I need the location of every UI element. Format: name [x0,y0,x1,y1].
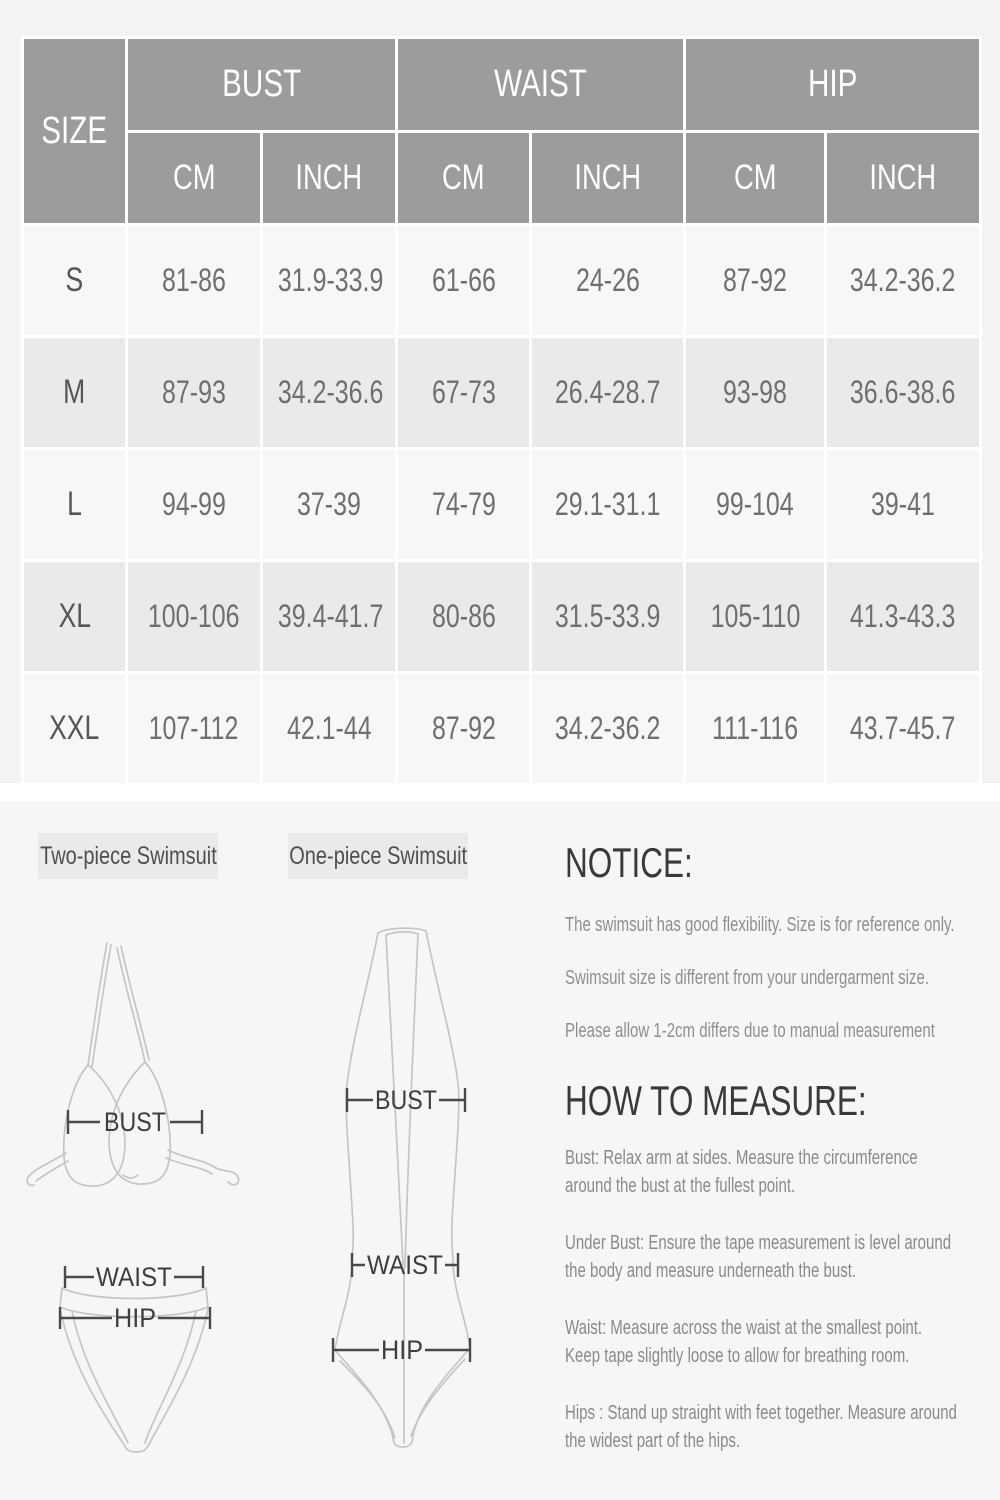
measure-item-under-bust [565,1229,995,1285]
cell-xxl-bust-inch [262,673,397,785]
measure-item-waist [565,1314,995,1370]
cell-m-waist-inch [531,337,685,449]
measurement-value: 94-99 [162,486,226,522]
measurement-value: 80-86 [431,598,496,634]
measure-text-line [565,1172,995,1200]
unit-label: CM [172,158,216,197]
cell-l-size [23,449,127,561]
measure-text: Bust: Relax arm at sides. Measure the circumference [565,1147,918,1169]
notice-text: Swimsuit size is different from your undergarment size. [565,967,930,989]
waist-measure-line [352,1250,458,1280]
measurement-value: 74-79 [431,486,496,522]
measurement-value: 36.6-38.6 [850,374,956,410]
measure-item-bust [565,1144,995,1200]
cell-xl-size [23,561,127,673]
measure-guide-section [0,801,1000,1500]
header-bust-group [127,38,397,132]
cell-s-size [23,225,127,337]
hip-measure-line [60,1303,210,1333]
measurement-value: 39-41 [871,486,935,522]
measurement-value: 34.2-36.2 [850,262,956,298]
unit-header-waist-cm [397,132,531,225]
notice-line [565,1018,995,1044]
cell-l-hip-cm [685,449,826,561]
table-unit-header-row [23,132,981,225]
waist-label: WAIST [367,1250,443,1280]
measurement-value: 111-116 [712,710,799,746]
table-row-m [23,337,981,449]
table-row-s [23,225,981,337]
measurement-value: 87-92 [431,710,496,746]
header-hip-label: HIP [807,63,858,105]
hip-label: HIP [114,1303,156,1333]
measurement-value: 87-92 [723,262,787,298]
bust-measure-line [68,1107,202,1137]
header-bust-label: BUST [221,63,302,105]
notice-line [565,912,995,938]
measurement-value: 29.1-31.1 [554,486,661,522]
unit-label: INCH [295,158,363,197]
measure-item-hips [565,1399,995,1455]
measure-text-line [565,1229,995,1257]
size-value: M [63,373,86,411]
cell-m-bust-inch [262,337,397,449]
measurement-value: 99-104 [716,486,794,522]
measurement-value: 24-26 [575,262,640,298]
unit-header-bust-cm [127,132,262,225]
cell-s-bust-inch [262,225,397,337]
bust-label: BUST [375,1085,437,1115]
measurement-value: 26.4-28.7 [554,374,661,410]
cell-xxl-size [23,673,127,785]
two-piece-bottom-diagram [20,1262,260,1497]
notice-text: The swimsuit has good flexibility. Size is for reference only. [565,914,955,936]
measurement-value: 37-39 [297,486,361,522]
cell-s-hip-inch [826,225,981,337]
measurement-value: 107-112 [149,710,239,746]
cell-s-waist-cm [397,225,531,337]
cell-xxl-waist-cm [397,673,531,785]
cell-m-bust-cm [127,337,262,449]
measure-text-line [565,1342,995,1370]
cell-m-hip-cm [685,337,826,449]
notice-heading-label: NOTICE: [565,839,693,886]
header-hip-group [685,38,981,132]
size-value: S [65,261,84,299]
measure-text: Under Bust: Ensure the tape measurement is level around [565,1232,952,1254]
unit-header-bust-inch [262,132,397,225]
table-group-header-row [23,38,981,132]
notice-heading [565,840,995,886]
measure-text-line [565,1314,995,1342]
table-row-xl [23,561,981,673]
cell-xl-hip-inch [826,561,981,673]
measurement-value: 39.4-41.7 [277,598,384,634]
measure-text: Waist: Measure across the waist at the smallest point. [565,1317,923,1339]
size-value: L [67,485,82,523]
hip-label: HIP [381,1335,423,1365]
section-divider [0,783,1000,801]
unit-label: CM [733,158,777,197]
size-value: XXL [49,709,100,747]
bust-measure-line [347,1085,465,1115]
cell-xxl-bust-cm [127,673,262,785]
cell-l-waist-inch [531,449,685,561]
how-to-measure-heading-label: HOW TO MEASURE: [565,1077,867,1124]
measurement-value: 67-73 [431,374,496,410]
cell-m-hip-inch [826,337,981,449]
table-row-xxl [23,673,981,785]
measure-text-line [565,1427,995,1455]
measurement-value: 100-106 [148,598,240,634]
cell-l-waist-cm [397,449,531,561]
size-chart-table [21,36,982,786]
two-piece-title [38,833,218,879]
measurement-value: 42.1-44 [286,710,372,746]
one-piece-title [288,833,468,879]
hip-measure-line [333,1335,470,1365]
cell-xl-waist-cm [397,561,531,673]
notice-line [565,965,995,991]
measure-text: Keep tape slightly loose to allow for breathing room. [565,1345,910,1367]
measurement-value: 61-66 [431,262,496,298]
cell-xl-hip-cm [685,561,826,673]
measurement-value: 34.2-36.2 [554,710,661,746]
header-waist-group [397,38,685,132]
one-piece-title-label: One-piece Swimsuit [289,841,467,870]
cell-l-bust-cm [127,449,262,561]
cell-l-hip-inch [826,449,981,561]
size-table-section [21,36,982,786]
cell-s-waist-inch [531,225,685,337]
measurement-value: 43.7-45.7 [850,710,956,746]
measure-text: the body and measure underneath the bust. [565,1260,857,1282]
cell-xxl-hip-cm [685,673,826,785]
measure-text: Hips : Stand up straight with feet together. Measure around [565,1402,957,1424]
measurement-value: 105-110 [710,598,800,634]
unit-label: CM [442,158,485,197]
two-piece-title-label: Two-piece Swimsuit [39,841,217,870]
table-row-l [23,449,981,561]
cell-m-size [23,337,127,449]
cell-xl-bust-cm [127,561,262,673]
cell-xl-bust-inch [262,561,397,673]
cell-l-bust-inch [262,449,397,561]
notes-column [565,840,995,1484]
measure-text-line [565,1399,995,1427]
cell-xxl-hip-inch [826,673,981,785]
notice-text: Please allow 1-2cm differs due to manual measurement [565,1020,935,1042]
cell-m-waist-cm [397,337,531,449]
measurement-value: 81-86 [162,262,226,298]
cell-xl-waist-inch [531,561,685,673]
measure-text-line [565,1257,995,1285]
cell-s-bust-cm [127,225,262,337]
unit-header-hip-cm [685,132,826,225]
waist-measure-line [65,1262,203,1292]
unit-label: INCH [869,158,937,197]
unit-header-waist-inch [531,132,685,225]
how-to-measure-heading [565,1078,995,1124]
size-value: XL [58,597,91,635]
cell-s-hip-cm [685,225,826,337]
measurement-value: 34.2-36.6 [277,374,384,410]
header-size [23,38,127,225]
measurement-value: 87-93 [162,374,226,410]
two-piece-top-diagram [10,935,290,1240]
one-piece-diagram [300,925,520,1500]
measurement-value: 93-98 [723,374,787,410]
measurement-value: 41.3-43.3 [850,598,956,634]
bikini-top-drawing [27,943,239,1186]
cell-xxl-waist-inch [531,673,685,785]
waist-label: WAIST [96,1262,172,1292]
measure-text: around the bust at the fullest point. [565,1175,796,1197]
bust-label: BUST [104,1107,166,1137]
unit-label: INCH [574,158,641,197]
unit-header-hip-inch [826,132,981,225]
measure-text: the widest part of the hips. [565,1430,741,1452]
header-waist-label: WAIST [494,63,587,105]
measurement-value: 31.9-33.9 [277,262,384,298]
one-piece-drawing [335,928,470,1447]
header-size-label: SIZE [41,109,108,152]
measure-text-line [565,1144,995,1172]
measurement-value: 31.5-33.9 [554,598,661,634]
